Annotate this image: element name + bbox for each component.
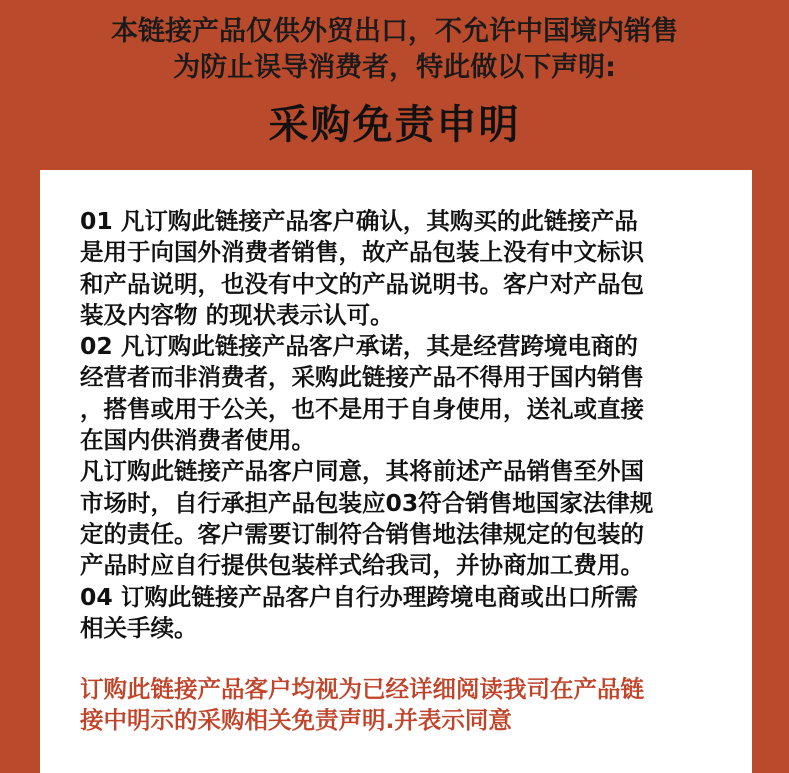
body-line: 和产品说明，也没有中文的产品说明书。客户对产品包 (80, 269, 644, 298)
disclaimer-title: 采购免责申明 (268, 102, 521, 148)
disclaimer-panel (40, 170, 752, 773)
body-line: 02 凡订购此链接产品客户承诺，其是经营跨境电商的 (80, 332, 638, 361)
body-line: 装及内容物 的现状表示认可。 (80, 300, 394, 329)
body-line: 是用于向国外消费者销售，故产品包装上没有中文标识 (80, 238, 644, 267)
body-line: ，搭售或用于公关，也不是用于自身使用，送礼或直接 (80, 394, 644, 423)
header-notice-line: 本链接产品仅供外贸出口，不允许中国境内销售 (111, 16, 678, 47)
header-notice-line: 为防止误导消费者，特此做以下声明: (173, 52, 616, 83)
body-line: 04 订购此链接产品客户自行办理跨境电商或出口所需 (80, 582, 638, 611)
disclaimer-body (80, 206, 720, 644)
body-line: 产品时应自行提供包装样式给我司，并协商加工费用。 (80, 551, 644, 580)
header-notice (0, 14, 789, 86)
body-line: 相关手续。 (80, 613, 198, 642)
agreement-notice (80, 674, 720, 736)
body-line: 市场时，自行承担产品包装应03符合销售地国家法律规 (80, 488, 654, 517)
body-line: 定的责任。客户需要订制符合销售地法律规定的包装的 (80, 519, 644, 548)
body-line: 经营者而非消费者，采购此链接产品不得用于国内销售 (80, 363, 644, 392)
body-line: 01 凡订购此链接产品客户确认，其购买的此链接产品 (80, 207, 638, 235)
agreement-line: 接中明示的采购相关免责声明.并表示同意 (80, 706, 512, 734)
body-line: 在国内供消费者使用。 (80, 426, 315, 455)
agreement-line: 订购此链接产品客户均视为已经详细阅读我司在产品链 (80, 675, 644, 703)
body-line: 凡订购此链接产品客户同意，其将前述产品销售至外国 (80, 457, 644, 486)
